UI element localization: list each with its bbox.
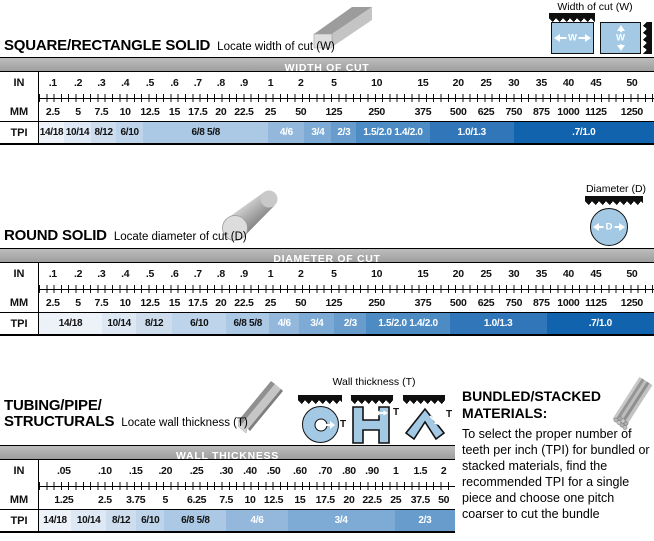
inch-scale bbox=[39, 460, 455, 482]
section-heading: ROUND SOLID bbox=[4, 227, 107, 244]
mm-value: 12.5 bbox=[140, 105, 160, 118]
tpi-scale bbox=[39, 122, 654, 143]
row-label-in: IN bbox=[0, 263, 39, 285]
tpi-value: 14/18 bbox=[39, 313, 102, 334]
tpi-value: 10/14 bbox=[64, 122, 91, 143]
inch-value: .6 bbox=[170, 77, 179, 89]
mm-value: 250 bbox=[368, 105, 385, 118]
row-label-mm: MM bbox=[0, 293, 39, 312]
mm-value: 12.5 bbox=[263, 493, 284, 506]
mm-row bbox=[0, 102, 654, 121]
table-title: WIDTH OF CUT bbox=[284, 62, 370, 74]
h-beam-cross-section bbox=[352, 406, 390, 444]
mm-value: 25 bbox=[264, 105, 277, 118]
mm-value: 1250 bbox=[620, 105, 643, 118]
inch-value: .8 bbox=[216, 268, 225, 280]
mm-scale bbox=[39, 293, 654, 312]
mm-value: 625 bbox=[477, 296, 495, 309]
wall-thickness-table bbox=[0, 445, 455, 533]
mm-value: 10 bbox=[119, 296, 131, 309]
mm-value: 3.75 bbox=[126, 493, 146, 506]
inch-value: 30 bbox=[508, 268, 520, 280]
angle-cross-section bbox=[404, 406, 446, 441]
width-of-cut-diagram bbox=[536, 1, 654, 57]
mm-row bbox=[0, 293, 654, 312]
mm-value: 125 bbox=[325, 105, 343, 118]
mm-value: 5 bbox=[162, 493, 169, 506]
inch-value: .80 bbox=[342, 465, 356, 477]
row-label-tpi: TPI bbox=[0, 510, 39, 531]
inch-value: 30 bbox=[508, 77, 520, 89]
mm-value: 1125 bbox=[585, 105, 607, 118]
tpi-value: 10/14 bbox=[71, 510, 106, 531]
inch-value: 40 bbox=[562, 77, 574, 89]
mm-value: 50 bbox=[438, 493, 450, 506]
saw-blade-icon bbox=[403, 395, 445, 404]
inch-value: 25 bbox=[480, 77, 492, 89]
inch-value: 1 bbox=[267, 77, 274, 89]
mm-value: 17.5 bbox=[188, 105, 208, 118]
inch-value: .5 bbox=[145, 77, 155, 89]
inch-value: .3 bbox=[97, 268, 106, 280]
tpi-value: 10/14 bbox=[102, 313, 136, 334]
tick-ruler bbox=[39, 482, 455, 490]
inch-value: .9 bbox=[239, 268, 248, 280]
inch-value: 50 bbox=[626, 268, 638, 280]
table-title: DIAMETER OF CUT bbox=[273, 253, 381, 265]
inch-value: .6 bbox=[170, 268, 179, 280]
mm-value: 22.5 bbox=[234, 296, 254, 309]
mm-value: 5 bbox=[75, 105, 81, 118]
inch-value: 25 bbox=[480, 268, 492, 280]
dimension-letter: T bbox=[340, 419, 347, 430]
inch-value: .4 bbox=[121, 77, 130, 89]
tpi-value: .7/1.0 bbox=[547, 313, 654, 334]
inch-row bbox=[0, 263, 654, 285]
pipe-cross-section bbox=[302, 406, 339, 443]
inch-value: 10 bbox=[371, 77, 383, 89]
row-label-spacer bbox=[0, 482, 39, 490]
mm-value: 1250 bbox=[620, 296, 643, 309]
tpi-scale bbox=[39, 510, 455, 531]
mm-value: 750 bbox=[505, 105, 523, 118]
inch-value: .5 bbox=[145, 268, 155, 280]
inch-value: 1 bbox=[393, 465, 399, 477]
mm-value: 2.5 bbox=[98, 493, 112, 506]
tpi-scale bbox=[39, 313, 654, 334]
inch-value: 15 bbox=[417, 268, 429, 280]
tpi-value: 2/3 bbox=[331, 122, 356, 143]
mm-value: 7.5 bbox=[94, 105, 109, 118]
mm-value: 7.5 bbox=[219, 493, 234, 506]
mm-value: 12.5 bbox=[140, 296, 160, 309]
saw-blade-icon bbox=[643, 22, 652, 54]
inch-value: .30 bbox=[219, 465, 234, 477]
tick-ruler bbox=[39, 94, 654, 102]
dimension-letter: D bbox=[605, 221, 613, 233]
tpi-value: 4/6 bbox=[269, 313, 299, 334]
mm-value: 750 bbox=[505, 296, 523, 309]
saw-blade-icon bbox=[298, 395, 342, 404]
mm-value: 1125 bbox=[585, 296, 607, 309]
wall-thickness-label: Wall thickness (T) bbox=[332, 376, 416, 388]
mm-value: 15 bbox=[168, 296, 181, 309]
mm-value: 15 bbox=[294, 493, 306, 506]
ruler-row bbox=[0, 94, 654, 102]
thickness-arrow-icon bbox=[322, 424, 333, 426]
inch-value: .70 bbox=[318, 465, 333, 477]
inch-value: .15 bbox=[128, 465, 143, 477]
inch-value: 5 bbox=[331, 77, 337, 89]
mm-value: 6.25 bbox=[186, 493, 207, 506]
inch-value: 5 bbox=[331, 268, 337, 280]
tpi-row bbox=[0, 312, 654, 334]
saw-blade-icon bbox=[549, 13, 595, 22]
inch-value: .25 bbox=[189, 465, 204, 477]
width-of-cut-table bbox=[0, 57, 654, 145]
row-label-mm: MM bbox=[0, 102, 39, 121]
mm-value: 1000 bbox=[557, 105, 580, 118]
inch-value: 1 bbox=[267, 268, 274, 280]
mm-value: 2.5 bbox=[45, 105, 60, 118]
square-cross-section bbox=[600, 22, 641, 54]
row-label-in: IN bbox=[0, 460, 39, 482]
inch-value: 2 bbox=[440, 465, 447, 477]
inch-row bbox=[0, 72, 654, 94]
inch-scale bbox=[39, 263, 654, 285]
diameter-of-cut-table bbox=[0, 248, 654, 336]
wall-thickness-diagram bbox=[288, 376, 460, 446]
table-title: WALL THICKNESS bbox=[176, 450, 279, 462]
mm-scale bbox=[39, 102, 654, 121]
tpi-value: .7/1.0 bbox=[514, 122, 654, 143]
tpi-row bbox=[0, 121, 654, 143]
tpi-row bbox=[0, 509, 455, 531]
mm-value: 20 bbox=[215, 105, 227, 118]
mm-value: 20 bbox=[343, 493, 355, 506]
table-title-bar bbox=[0, 249, 654, 263]
inch-value: .40 bbox=[243, 465, 257, 477]
inch-value: .4 bbox=[121, 268, 130, 280]
inch-value: 20 bbox=[452, 268, 464, 280]
saw-blade-icon bbox=[585, 196, 643, 205]
inch-value: .90 bbox=[365, 465, 379, 477]
inch-value: 40 bbox=[562, 268, 574, 280]
tpi-value: 14/18 bbox=[39, 122, 64, 143]
mm-row bbox=[0, 490, 455, 509]
tpi-value: 1.5/2.0 1.4/2.0 bbox=[366, 313, 449, 334]
inch-value: .05 bbox=[56, 465, 71, 477]
section-title-round bbox=[4, 228, 247, 245]
mm-value: 50 bbox=[295, 296, 307, 309]
bundled-body: To select the proper number of teeth per inch (TPI) for bundled or stacked materials, find the recommended TPI for a single piece and choose one pitch coarser to cut the bundle bbox=[462, 427, 650, 521]
tpi-value: 6/10 bbox=[116, 122, 143, 143]
inch-value: 45 bbox=[590, 77, 602, 89]
inch-value: .20 bbox=[158, 465, 173, 477]
inch-value: .7 bbox=[193, 77, 202, 89]
inch-value: .50 bbox=[266, 465, 281, 477]
tpi-value: 1.0/1.3 bbox=[450, 313, 547, 334]
inch-value: 35 bbox=[535, 268, 547, 280]
row-label-mm: MM bbox=[0, 490, 39, 509]
inch-value: 35 bbox=[535, 77, 547, 89]
mm-value: 5 bbox=[75, 296, 81, 309]
mm-value: 17.5 bbox=[188, 296, 208, 309]
inch-value: 2 bbox=[298, 268, 304, 280]
mm-value: 10 bbox=[244, 493, 256, 506]
tpi-value: 4/6 bbox=[268, 122, 304, 143]
tpi-value: 2/3 bbox=[334, 313, 366, 334]
mm-value: 875 bbox=[533, 296, 550, 309]
mm-value: 500 bbox=[449, 296, 467, 309]
section-heading-line1: TUBING/PIPE/ bbox=[4, 397, 102, 414]
diameter-diagram bbox=[578, 183, 654, 247]
bundled-title bbox=[462, 388, 612, 422]
mm-value: 625 bbox=[477, 105, 495, 118]
mm-value: 25 bbox=[264, 296, 277, 309]
mm-scale bbox=[39, 490, 455, 509]
inch-value: .1 bbox=[48, 77, 57, 89]
tpi-value: 8/12 bbox=[106, 510, 136, 531]
mm-value: 125 bbox=[325, 296, 343, 309]
tpi-value: 3/4 bbox=[299, 313, 334, 334]
mm-value: 375 bbox=[414, 105, 432, 118]
square-cross-section bbox=[551, 22, 594, 54]
ruler-row bbox=[0, 285, 654, 293]
inch-value: 10 bbox=[371, 268, 383, 280]
mm-value: 1000 bbox=[557, 296, 580, 309]
tpi-value: 6/10 bbox=[172, 313, 226, 334]
saw-blade-icon bbox=[351, 395, 393, 404]
section-heading-line2: STRUCTURALS Locate wall thickness (T) bbox=[4, 413, 248, 430]
inch-value: .2 bbox=[73, 268, 83, 280]
ruler-row bbox=[0, 482, 455, 490]
section-subtitle: Locate width of cut (W) bbox=[217, 41, 335, 53]
row-label-tpi: TPI bbox=[0, 313, 39, 334]
mm-value: 250 bbox=[368, 296, 385, 309]
inch-value: 1.5 bbox=[413, 465, 428, 477]
mm-value: 15 bbox=[168, 105, 181, 118]
inch-value: 45 bbox=[590, 268, 602, 280]
mm-value: 22.5 bbox=[362, 493, 382, 506]
tpi-value: 6/10 bbox=[136, 510, 164, 531]
tpi-value: 8/12 bbox=[91, 122, 116, 143]
inch-value: .60 bbox=[293, 465, 307, 477]
diameter-label: Diameter (D) bbox=[585, 183, 647, 195]
tpi-value: 8/12 bbox=[136, 313, 172, 334]
mm-value: 20 bbox=[215, 296, 227, 309]
row-label-in: IN bbox=[0, 72, 39, 94]
mm-value: 25 bbox=[390, 493, 402, 506]
row-label-spacer bbox=[0, 94, 39, 102]
inch-value: .10 bbox=[98, 465, 112, 477]
mm-value: 50 bbox=[295, 105, 307, 118]
round-cross-section bbox=[590, 208, 628, 246]
table-title-bar bbox=[0, 58, 654, 72]
inch-row bbox=[0, 460, 455, 482]
inch-value: 2 bbox=[298, 77, 304, 89]
mm-value: 17.5 bbox=[315, 493, 335, 506]
bundle-image bbox=[611, 373, 654, 430]
inch-value: .2 bbox=[73, 77, 83, 89]
inch-value: 15 bbox=[417, 77, 429, 89]
mm-value: 500 bbox=[449, 105, 467, 118]
section-title-square bbox=[4, 38, 335, 55]
inch-scale bbox=[39, 72, 654, 94]
table-title-bar bbox=[0, 446, 455, 460]
row-label-spacer bbox=[0, 285, 39, 293]
tpi-value: 2/3 bbox=[395, 510, 455, 531]
inch-value: .7 bbox=[193, 268, 202, 280]
tpi-value: 14/18 bbox=[39, 510, 71, 531]
section-heading: SQUARE/RECTANGLE SOLID bbox=[4, 37, 211, 54]
tpi-value: 6/8 5/8 bbox=[226, 313, 269, 334]
inch-value: .3 bbox=[97, 77, 106, 89]
inch-value: 20 bbox=[452, 77, 464, 89]
mm-value: 875 bbox=[533, 105, 550, 118]
tpi-value: 1.5/2.0 1.4/2.0 bbox=[356, 122, 429, 143]
mm-value: 375 bbox=[414, 296, 432, 309]
tpi-value: 6/8 5/8 bbox=[143, 122, 268, 143]
dimension-letter: W bbox=[616, 32, 625, 44]
section-subtitle: Locate wall thickness (T) bbox=[121, 417, 248, 429]
inch-value: .9 bbox=[239, 77, 248, 89]
tick-ruler bbox=[39, 285, 654, 293]
inch-value: .1 bbox=[48, 268, 57, 280]
mm-value: 2.5 bbox=[45, 296, 60, 309]
mm-value: 10 bbox=[119, 105, 131, 118]
tpi-value: 3/4 bbox=[288, 510, 395, 531]
inch-value: .8 bbox=[216, 77, 225, 89]
dimension-letter: T bbox=[446, 409, 453, 420]
mm-value: 37.5 bbox=[410, 493, 430, 506]
width-of-cut-label: Width of cut (W) bbox=[557, 1, 633, 13]
tpi-value: 1.0/1.3 bbox=[430, 122, 514, 143]
mm-value: 7.5 bbox=[94, 296, 109, 309]
bundled-title-line1: BUNDLED/STACKED bbox=[462, 388, 601, 404]
section-title-tubing bbox=[4, 398, 248, 431]
dimension-letter: W bbox=[568, 32, 577, 44]
section-subtitle: Locate diameter of cut (D) bbox=[113, 231, 247, 243]
row-label-tpi: TPI bbox=[0, 122, 39, 143]
tpi-value: 6/8 5/8 bbox=[164, 510, 226, 531]
dimension-letter: T bbox=[393, 407, 400, 418]
mm-value: 22.5 bbox=[234, 105, 254, 118]
mm-value: 1.25 bbox=[54, 493, 74, 506]
tpi-value: 3/4 bbox=[304, 122, 331, 143]
tpi-value: 4/6 bbox=[226, 510, 287, 531]
inch-value: 50 bbox=[626, 77, 638, 89]
bundled-title-line2: MATERIALS: bbox=[462, 405, 548, 421]
